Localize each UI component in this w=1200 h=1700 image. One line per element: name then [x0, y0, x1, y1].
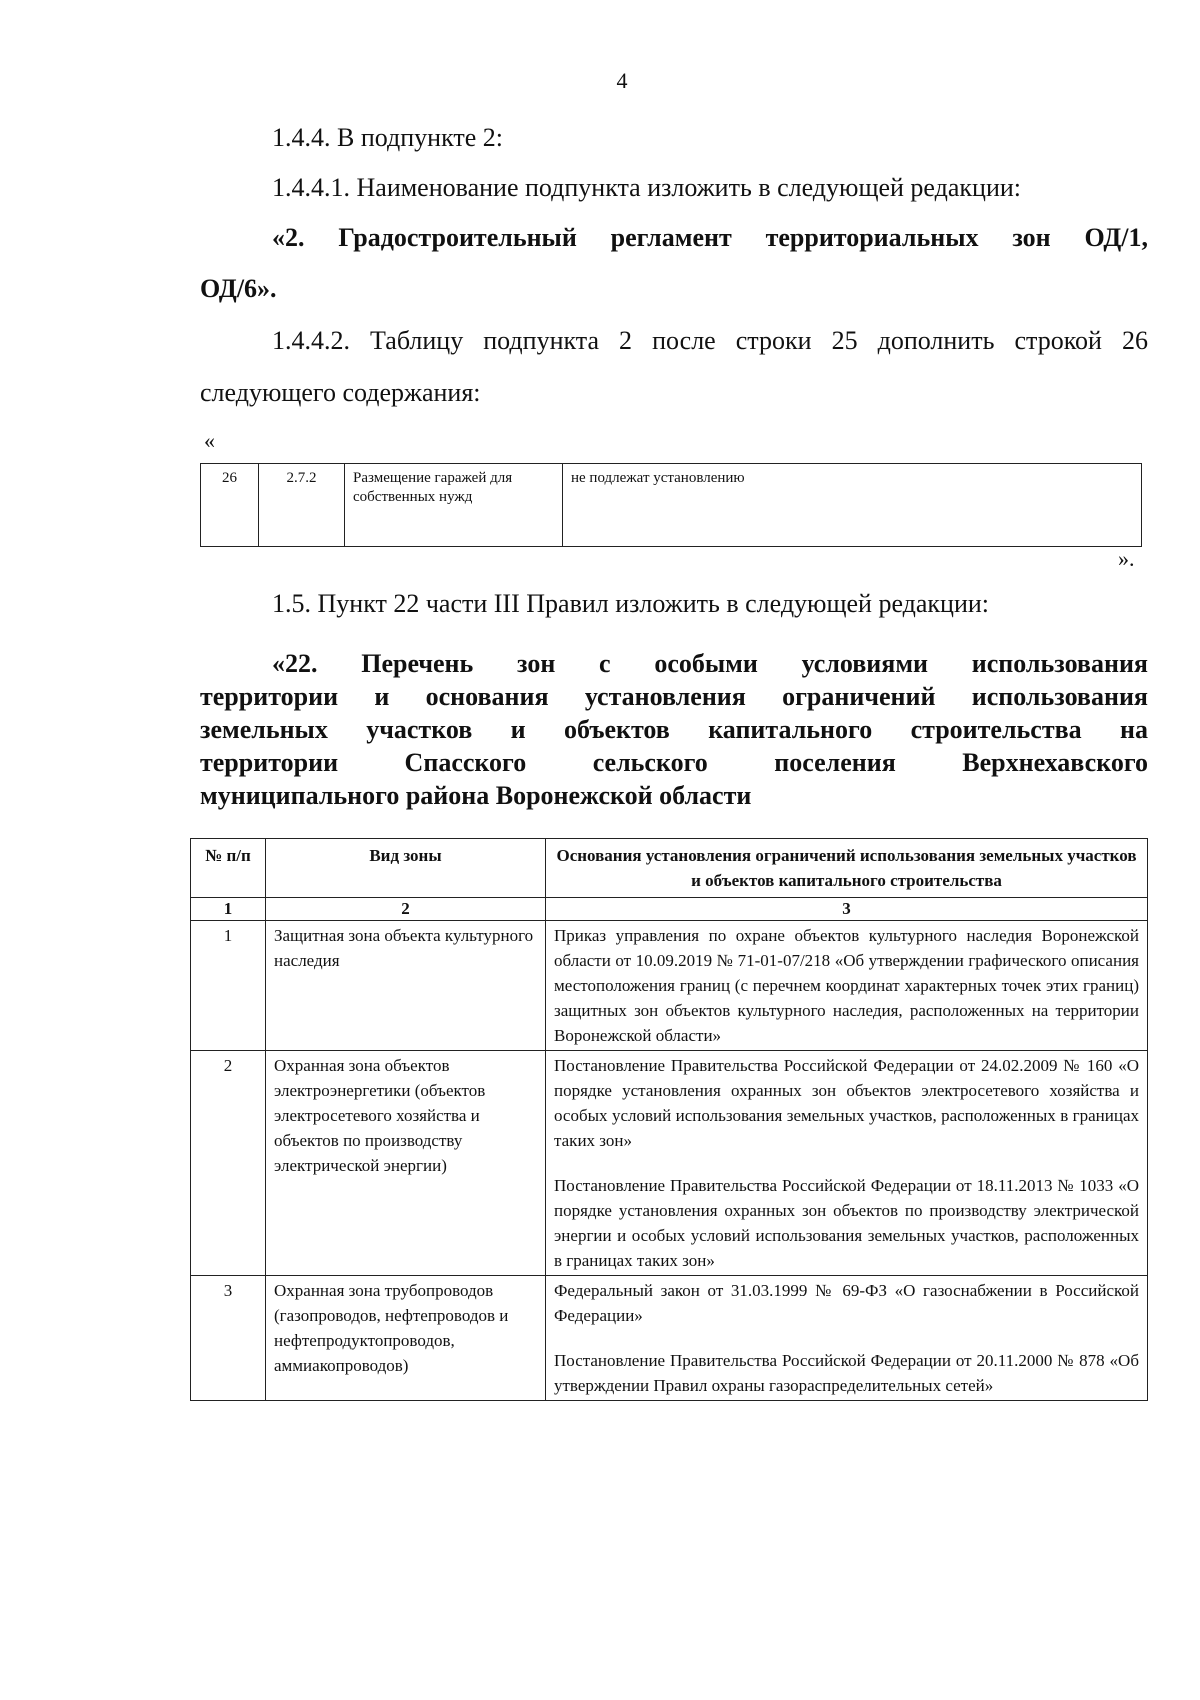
column-number: 2: [266, 898, 546, 921]
column-number: 3: [546, 898, 1148, 921]
table-row: [191, 1051, 1148, 1276]
column-number-row: [191, 898, 1148, 921]
row-number-cell: 26: [201, 464, 259, 547]
basis-cell: [546, 921, 1148, 1051]
section-22-heading-line4: территории Спасского сельского поселения Верхнехавского: [200, 748, 1148, 777]
page-number: 4: [616, 68, 628, 93]
paragraph-1-4-4-2-line2: следующего содержания:: [200, 378, 481, 407]
section-22-heading-line2: территории и основания установления ограничений использования: [200, 682, 1148, 711]
basis-document: Постановление Правительства Российской Федерации от 24.02.2009 № 160 «О порядке установления охранных зон объектов электросетевого хозяйства и особых условий использования земельных участков, расположенных в границах таких зон»: [554, 1056, 1139, 1150]
table-row: [191, 1276, 1148, 1401]
row-number-cell: 2: [191, 1051, 266, 1276]
zone-type-cell: Охранная зона трубопроводов (газопроводов, нефтепроводов и нефтепродуктопроводов, аммиакопроводов): [266, 1276, 546, 1401]
header-num: № п/п: [191, 839, 266, 898]
row-number-cell: 3: [191, 1276, 266, 1401]
table-row: [191, 921, 1148, 1051]
basis-document: Приказ управления по охране объектов культурного наследия Воронежской области от 10.09.2019 № 71-01-07/218 «Об утверждении графического описания местоположения границ (с перечнем координат характерных точек этих границ) защитных зон объектов культурного наследия, расположенных на территории Воронежской области»: [554, 926, 1139, 1045]
zone-regulation-title-line2: ОД/6».: [200, 274, 277, 303]
column-number: 1: [191, 898, 266, 921]
spacer: [554, 1328, 1139, 1348]
paragraph-1-4-4-2-line1: 1.4.4.2. Таблицу подпункта 2 после строки 25 дополнить строкой 26: [272, 326, 1148, 355]
section-22-heading-line1: «22. Перечень зон с особыми условиями использования: [272, 649, 1148, 678]
code-cell: 2.7.2: [259, 464, 345, 547]
addition-table: [200, 463, 1142, 547]
paragraph-1-5: 1.5. Пункт 22 части III Правил изложить в следующей редакции:: [272, 589, 990, 618]
basis-cell: [546, 1276, 1148, 1401]
basis-cell: [546, 1051, 1148, 1276]
table-row: [201, 464, 1142, 547]
land-use-cell: Размещение гаражей для собственных нужд: [345, 464, 563, 547]
paragraph-1-4-4-1: 1.4.4.1. Наименование подпункта изложить в следующей редакции:: [272, 173, 1021, 202]
basis-document: Постановление Правительства Российской Федерации от 18.11.2013 № 1033 «О порядке установления охранных зон объектов по производству электрической энергии и особых условий использования земельных участков, расположенных в границах таких зон»: [554, 1176, 1139, 1270]
header-basis: Основания установления ограничений использования земельных участков и объектов капитального строительства: [546, 839, 1148, 898]
zone-regulation-title-line1: «2. Градостроительный регламент территориальных зон ОД/1,: [272, 223, 1148, 252]
header-zone-type: Вид зоны: [266, 839, 546, 898]
basis-document: Федеральный закон от 31.03.1999 № 69-ФЗ «О газоснабжении в Российской Федерации»: [554, 1281, 1139, 1325]
value-cell: не подлежат установлению: [563, 464, 1142, 547]
section-22-heading-line3: земельных участков и объектов капитального строительства на: [200, 715, 1148, 744]
paragraph-1-4-4: 1.4.4. В подпункте 2:: [272, 123, 503, 152]
zone-type-cell: Охранная зона объектов электроэнергетики (объектов электросетевого хозяйства и объектов по производству электрической энергии): [266, 1051, 546, 1276]
section-22-heading-line5: муниципального района Воронежской области: [200, 781, 752, 810]
basis-document: Постановление Правительства Российской Федерации от 20.11.2000 № 878 «Об утверждении Правил охраны газораспределительных сетей»: [554, 1351, 1139, 1395]
open-quote: «: [204, 428, 215, 453]
row-number-cell: 1: [191, 921, 266, 1051]
zone-type-cell: Защитная зона объекта культурного наследия: [266, 921, 546, 1051]
close-quote: ».: [1118, 546, 1135, 571]
spacer: [554, 1153, 1139, 1173]
zones-table: [190, 838, 1148, 1401]
table-header-row: [191, 839, 1148, 898]
